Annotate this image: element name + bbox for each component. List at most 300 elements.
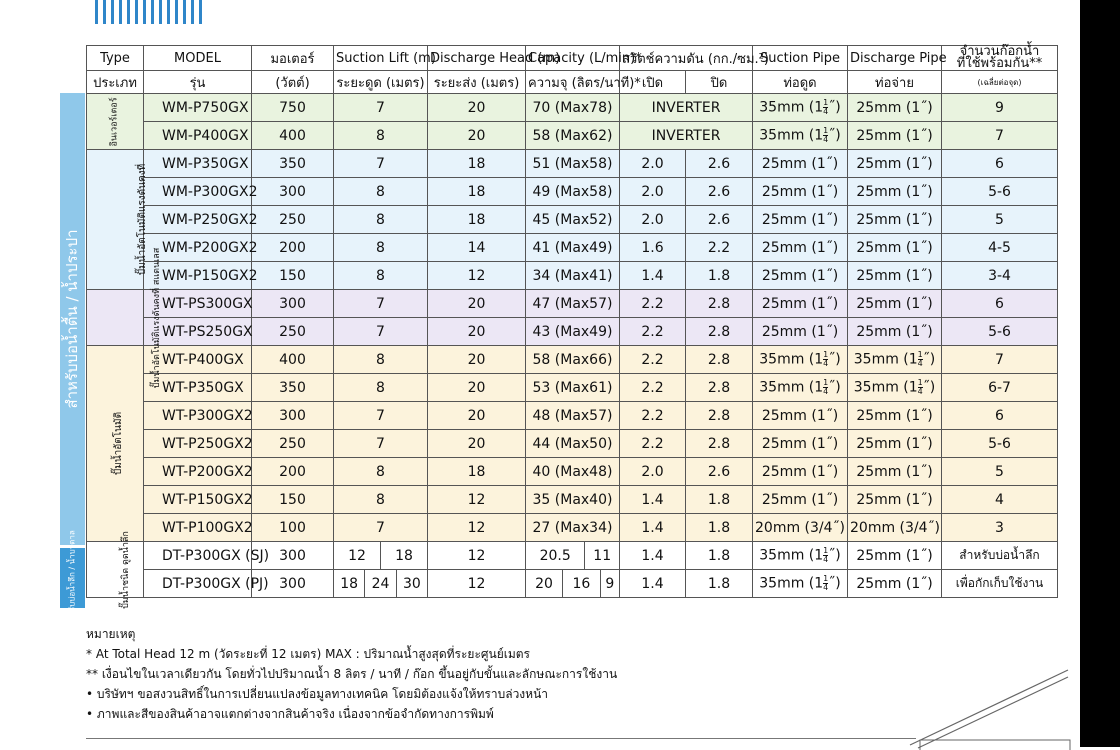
model-cell: WT-P400GX [144, 346, 252, 374]
suction-pipe-cell [753, 430, 848, 458]
discharge-head-cell: 12 [428, 514, 526, 542]
group-label-deep [87, 531, 144, 609]
suction-pipe-cell-text: 35mm (1 [759, 575, 824, 592]
discharge-pipe-cell [848, 430, 942, 458]
switch-off-cell: 2.8 [686, 402, 753, 430]
switch-off-cell: 2.8 [686, 374, 753, 402]
suction-pipe-cell [753, 570, 848, 598]
discharge-pipe-cell [848, 178, 942, 206]
capacity-cell-part: 11 [585, 542, 619, 569]
model-cell: WM-P150GX2 [144, 262, 252, 290]
col-suction-lift: Suction Lift (m) [334, 46, 428, 71]
discharge-pipe-cell [848, 318, 942, 346]
inch-close: ˝) [828, 379, 841, 396]
taps-cell: 4-5 [942, 234, 1058, 262]
discharge-pipe-cell [848, 150, 942, 178]
group-label-text: ปั๊มน้ำอัตโนมัติแรงดันคงที่ [137, 163, 149, 276]
taps-cell: 3-4 [942, 262, 1058, 290]
fraction-numerator: 1 [823, 98, 829, 107]
model-cell: WT-P150GX2 [144, 486, 252, 514]
capacity-cell [526, 570, 620, 598]
discharge-head-cell: 18 [428, 178, 526, 206]
inch-close: ˝) [922, 351, 936, 368]
switch-off-cell: 2.8 [686, 430, 753, 458]
col-suction-pipe: Suction Pipe [753, 46, 848, 71]
table-row [87, 374, 1058, 402]
inch-close: ˝) [828, 99, 841, 116]
taps-cell: 6-7 [942, 374, 1058, 402]
model-cell: WM-P400GX [144, 122, 252, 150]
suction-pipe-cell-text: 35mm (1 [759, 547, 824, 564]
table-row [87, 402, 1058, 430]
discharge-pipe-cell [848, 486, 942, 514]
discharge-head-cell: 20 [428, 374, 526, 402]
suction-lift-cell: 7 [334, 402, 428, 430]
col-switch-on: เปิด [620, 71, 686, 94]
capacity-cell: 40 (Max48) [526, 458, 620, 486]
suction-pipe-cell [753, 122, 848, 150]
discharge-head-cell: 12 [428, 486, 526, 514]
col-capacity-th: ความจุ (ลิตร/นาที)* [526, 71, 620, 94]
fraction-numerator: 1 [823, 126, 829, 135]
switch-off-cell: 2.2 [686, 234, 753, 262]
taps-cell: 6 [942, 290, 1058, 318]
suction-pipe-cell [753, 234, 848, 262]
switch-on-cell: 2.0 [620, 178, 686, 206]
col-pressure-switch: สวิตช์ความดัน (กก./ซม.²) [620, 46, 753, 71]
discharge-head-cell: 20 [428, 318, 526, 346]
fraction-numerator: 1 [823, 378, 829, 387]
suction-lift-cell: 7 [334, 514, 428, 542]
discharge-head-cell: 20 [428, 430, 526, 458]
taps-cell: เพื่อกักเก็บใช้งาน [942, 570, 1058, 598]
header-row-th [87, 71, 1058, 94]
col-taps-line1: จำนวนก๊อกน้ำ [959, 44, 1040, 59]
suction-pipe-cell-text: 25mm (1˝) [761, 463, 839, 480]
watt-cell: 300 [252, 542, 334, 570]
switch-on-cell: 2.2 [620, 290, 686, 318]
discharge-pipe-cell-text: 25mm (1˝) [856, 155, 933, 172]
discharge-pipe-cell-text: 25mm (1˝) [856, 463, 933, 480]
switch-on-cell: 1.4 [620, 542, 686, 570]
col-discharge-pipe: Discharge Pipe [848, 46, 942, 71]
col-motor: มอเตอร์ [252, 46, 334, 71]
suction-lift-cell-part: 30 [396, 570, 427, 597]
fraction-denominator: 4 [823, 359, 829, 368]
switch-on-cell: 2.0 [620, 206, 686, 234]
col-discharge-head: Discharge Head (m) [428, 46, 526, 71]
note-2: ** เงื่อนไขในเวลาเดียวกัน โดยทั่วไปปริมาณน้ำ 8 ลิตร / นาที / ก๊อก ขึ้นอยู่กับขั้นและลักษณะการใช้งาน [86, 667, 618, 681]
switch-off-cell: 1.8 [686, 542, 753, 570]
fraction-numerator: 1 [917, 378, 923, 387]
discharge-head-cell: 18 [428, 206, 526, 234]
suction-lift-cell-part: 12 [348, 547, 366, 564]
taps-cell: 5-6 [942, 178, 1058, 206]
watt-cell: 200 [252, 458, 334, 486]
fraction-denominator: 4 [823, 555, 829, 564]
side-label-shallow-well: สำหรับบ่อน้ำตื้น / น้ำประปา [63, 229, 81, 409]
model-cell: WT-P250GX2 [144, 430, 252, 458]
capacity-cell: 70 (Max78) [526, 94, 620, 122]
watt-cell: 100 [252, 514, 334, 542]
switch-off-cell: 2.6 [686, 206, 753, 234]
table-row [87, 514, 1058, 542]
suction-pipe-cell-text: 25mm (1˝) [761, 267, 839, 284]
capacity-cell-part: 20 [535, 575, 553, 592]
group-label-text: ปั๊มน้ำชนิด ดูดน้ำลึก [120, 531, 131, 609]
table-row [87, 486, 1058, 514]
inch-close: ˝) [828, 575, 841, 592]
switch-on-cell: 2.0 [620, 150, 686, 178]
table-row-deep [87, 570, 1058, 598]
suction-pipe-cell [753, 206, 848, 234]
table-row [87, 122, 1058, 150]
switch-on-cell: 2.2 [620, 346, 686, 374]
fraction-numerator: 1 [823, 546, 829, 555]
discharge-head-cell: 14 [428, 234, 526, 262]
notes-title: หมายเหตุ [86, 627, 136, 641]
col-suction-pipe-th: ท่อดูด [753, 71, 848, 94]
suction-pipe-cell [753, 290, 848, 318]
discharge-pipe-cell-text: 20mm (3/4˝) [850, 519, 940, 536]
watt-cell: 250 [252, 206, 334, 234]
group-label-text: อินเวอร์เตอร์ [110, 97, 120, 147]
taps-cell: 4 [942, 486, 1058, 514]
capacity-cell: 35 (Max40) [526, 486, 620, 514]
col-type: Type [87, 46, 144, 71]
notes-section [86, 624, 986, 724]
suction-pipe-cell-text: 25mm (1˝) [761, 183, 839, 200]
taps-cell: 9 [942, 94, 1058, 122]
note-3: • บริษัทฯ ขอสงวนสิทธิ์ในการเปลี่ยนแปลงข้อมูลทางเทคนิค โดยมิต้องแจ้งให้ทราบล่วงหน้า [86, 687, 549, 701]
group-label-text: ปั๊มน้ำอัตโนมัติ [113, 411, 125, 476]
capacity-cell-part: 9 [600, 570, 619, 597]
watt-cell: 200 [252, 234, 334, 262]
model-cell: WM-P350GX [144, 150, 252, 178]
discharge-pipe-cell-text: 25mm (1˝) [856, 491, 933, 508]
discharge-pipe-cell [848, 402, 942, 430]
group-label-inverter [87, 94, 144, 150]
suction-lift-cell: 8 [334, 234, 428, 262]
discharge-pipe-cell-text: 25mm (1˝) [856, 547, 933, 564]
switch-on-cell: 2.2 [620, 374, 686, 402]
suction-lift-cell: 8 [334, 122, 428, 150]
col-discharge-head-th: ระยะส่ง (เมตร) [428, 71, 526, 94]
discharge-pipe-cell-text: 25mm (1˝) [856, 267, 933, 284]
switch-off-cell: 2.6 [686, 178, 753, 206]
suction-pipe-cell-text: 35mm (1 [759, 379, 824, 396]
model-cell: WT-P300GX2 [144, 402, 252, 430]
model-cell: WT-PS250GX [144, 318, 252, 346]
discharge-pipe-cell [848, 514, 942, 542]
suction-pipe-cell-text: 35mm (1 [759, 351, 824, 368]
corner-line-decoration [900, 660, 1075, 750]
col-taps-line2: ที่ใช้พร้อมกัน** [956, 56, 1043, 71]
switch-on-cell: 2.2 [620, 318, 686, 346]
suction-lift-cell: 8 [334, 374, 428, 402]
watt-cell: 350 [252, 374, 334, 402]
capacity-cell: 45 (Max52) [526, 206, 620, 234]
fraction-numerator: 1 [823, 574, 829, 583]
switch-off-cell: 1.8 [686, 262, 753, 290]
suction-pipe-cell [753, 178, 848, 206]
suction-lift-cell-split [334, 542, 427, 569]
switch-on-cell: 1.4 [620, 262, 686, 290]
switch-on-cell: 2.0 [620, 458, 686, 486]
suction-pipe-cell [753, 94, 848, 122]
suction-lift-cell-part: 18 [381, 542, 428, 569]
switch-on-cell: 1.6 [620, 234, 686, 262]
suction-pipe-cell-text: 35mm (1 [759, 127, 824, 144]
fraction-denominator: 4 [823, 107, 829, 116]
discharge-head-cell: 20 [428, 122, 526, 150]
table-row [87, 290, 1058, 318]
discharge-pipe-cell [848, 290, 942, 318]
watt-cell: 250 [252, 318, 334, 346]
discharge-pipe-cell [848, 262, 942, 290]
discharge-pipe-cell-text: 25mm (1˝) [856, 407, 933, 424]
fraction-denominator: 4 [823, 583, 829, 592]
discharge-head-cell: 12 [428, 262, 526, 290]
col-capacity: Capacity (L/min)* [526, 46, 620, 71]
suction-lift-cell: 7 [334, 94, 428, 122]
suction-pipe-cell-text: 35mm (1 [759, 99, 824, 116]
suction-lift-cell-part: 24 [365, 570, 397, 597]
model-cell: WT-PS300GX [144, 290, 252, 318]
discharge-pipe-cell-text: 35mm (1 [853, 351, 918, 368]
taps-cell: 5-6 [942, 430, 1058, 458]
taps-cell: 6 [942, 402, 1058, 430]
col-motor-unit: (วัตต์) [252, 71, 334, 94]
table-row [87, 94, 1058, 122]
watt-cell: 300 [252, 570, 334, 598]
table-row [87, 430, 1058, 458]
group-label-text: ปั๊มน้ำอัตโนมัติแรงดันคงที่ สแตนเลส [152, 247, 163, 389]
suction-pipe-cell [753, 262, 848, 290]
watt-cell: 150 [252, 262, 334, 290]
model-cell: WT-P100GX2 [144, 514, 252, 542]
switch-on-cell: 2.2 [620, 430, 686, 458]
discharge-pipe-cell-text: 25mm (1˝) [856, 211, 933, 228]
inch-close: ˝) [922, 379, 936, 396]
discharge-pipe-cell [848, 122, 942, 150]
right-edge-bar [1080, 0, 1120, 747]
table-row [87, 346, 1058, 374]
suction-lift-cell: 8 [334, 178, 428, 206]
switch-off-cell: 2.8 [686, 290, 753, 318]
capacity-cell [526, 542, 620, 570]
watt-cell: 400 [252, 346, 334, 374]
switch-off-cell: 2.6 [686, 150, 753, 178]
suction-pipe-cell [753, 318, 848, 346]
model-cell: WT-P350GX [144, 374, 252, 402]
inch-close: ˝) [828, 547, 841, 564]
suction-pipe-cell [753, 402, 848, 430]
capacity-cell-split [526, 570, 619, 597]
suction-pipe-cell [753, 486, 848, 514]
suction-pipe-cell-text: 25mm (1˝) [761, 295, 839, 312]
suction-pipe-cell [753, 458, 848, 486]
capacity-cell-split [526, 542, 619, 569]
switch-off-cell: 1.8 [686, 486, 753, 514]
model-cell: WM-P250GX2 [144, 206, 252, 234]
discharge-head-cell: 12 [428, 570, 526, 598]
discharge-pipe-cell-text: 25mm (1˝) [856, 183, 933, 200]
fraction-numerator: 1 [917, 350, 923, 359]
side-label-deep-well: สำหรับบ่อน้ำลึก / น้ำบาดาล [67, 530, 77, 626]
switch-on-cell: 1.4 [620, 570, 686, 598]
discharge-pipe-cell-text: 25mm (1˝) [856, 295, 933, 312]
table-row [87, 234, 1058, 262]
table-row [87, 458, 1058, 486]
table-row [87, 318, 1058, 346]
suction-lift-cell-split [334, 570, 427, 597]
model-cell: WT-P200GX2 [144, 458, 252, 486]
pump-spec-table [86, 44, 1058, 609]
suction-pipe-cell-text: 25mm (1˝) [761, 239, 839, 256]
bottom-divider [86, 738, 916, 739]
watt-cell: 250 [252, 430, 334, 458]
col-discharge-pipe-th: ท่อจ่าย [848, 71, 942, 94]
discharge-pipe-cell [848, 346, 942, 374]
capacity-cell: 47 (Max57) [526, 290, 620, 318]
taps-cell: 3 [942, 514, 1058, 542]
capacity-cell: 58 (Max62) [526, 122, 620, 150]
fraction-numerator: 1 [823, 350, 829, 359]
suction-pipe-cell-text: 25mm (1˝) [761, 323, 839, 340]
suction-lift-cell: 8 [334, 262, 428, 290]
fraction-denominator: 4 [917, 387, 923, 396]
capacity-cell: 27 (Max34) [526, 514, 620, 542]
watt-cell: 300 [252, 290, 334, 318]
capacity-cell: 51 (Max58) [526, 150, 620, 178]
fraction-denominator: 4 [917, 359, 923, 368]
discharge-pipe-cell [848, 94, 942, 122]
suction-lift-cell-part: 18 [340, 575, 359, 592]
switch-off-cell: 1.8 [686, 514, 753, 542]
suction-pipe-cell-text: 25mm (1˝) [761, 491, 839, 508]
discharge-pipe-cell [848, 570, 942, 598]
discharge-head-cell: 20 [428, 94, 526, 122]
model-cell: DT-P300GX (PJ) [144, 570, 252, 598]
header-row-en [87, 46, 1058, 71]
suction-pipe-cell-text: 25mm (1˝) [761, 407, 839, 424]
watt-cell: 150 [252, 486, 334, 514]
col-type-th: ประเภท [87, 71, 144, 94]
suction-pipe-cell-text: 20mm (3/4˝) [755, 519, 845, 536]
suction-pipe-cell-text: 25mm (1˝) [761, 435, 839, 452]
fraction-denominator: 4 [823, 135, 829, 144]
table-row-deep [87, 542, 1058, 570]
capacity-cell-part: 20.5 [539, 547, 571, 564]
model-cell: WM-P750GX [144, 94, 252, 122]
taps-cell: 7 [942, 122, 1058, 150]
suction-lift-cell: 8 [334, 346, 428, 374]
col-model: MODEL [144, 46, 252, 71]
note-1: * At Total Head 12 m (วัดระยะที่ 12 เมตร) MAX : ปริมาณน้ำสูงสุดที่ระยะศูนย์เมตร [86, 647, 531, 661]
taps-cell: 6 [942, 150, 1058, 178]
taps-cell: 5-6 [942, 318, 1058, 346]
watt-cell: 400 [252, 122, 334, 150]
switch-inverter-cell: INVERTER [620, 122, 753, 150]
group-label-auto [87, 346, 144, 542]
discharge-head-cell: 20 [428, 402, 526, 430]
discharge-head-cell: 18 [428, 458, 526, 486]
suction-lift-cell: 8 [334, 206, 428, 234]
group-label-pressure [87, 150, 149, 290]
capacity-cell: 53 (Max61) [526, 374, 620, 402]
suction-lift-cell: 7 [334, 430, 428, 458]
switch-on-cell: 1.4 [620, 514, 686, 542]
discharge-pipe-cell-text: 25mm (1˝) [856, 323, 933, 340]
discharge-head-cell: 18 [428, 150, 526, 178]
switch-off-cell: 2.6 [686, 458, 753, 486]
taps-cell: สำหรับบ่อน้ำลึก [942, 542, 1058, 570]
suction-pipe-cell [753, 514, 848, 542]
suction-pipe-cell [753, 542, 848, 570]
switch-off-cell: 2.8 [686, 346, 753, 374]
discharge-pipe-cell [848, 458, 942, 486]
discharge-pipe-cell-text: 25mm (1˝) [856, 127, 933, 144]
suction-lift-cell: 8 [334, 458, 428, 486]
model-cell: DT-P300GX (SJ) [144, 542, 252, 570]
discharge-pipe-cell [848, 542, 942, 570]
col-switch-off: ปิด [686, 71, 753, 94]
header-stripes-decoration [95, 0, 207, 24]
suction-lift-cell [334, 542, 428, 570]
discharge-pipe-cell-text: 25mm (1˝) [856, 435, 933, 452]
table-row [87, 206, 1058, 234]
group-label-stainless [87, 247, 163, 389]
suction-lift-cell: 7 [334, 290, 428, 318]
capacity-cell-part: 16 [563, 570, 601, 597]
capacity-cell: 58 (Max66) [526, 346, 620, 374]
table-row [87, 262, 1058, 290]
taps-cell: 7 [942, 346, 1058, 374]
inch-close: ˝) [828, 127, 841, 144]
suction-pipe-cell [753, 150, 848, 178]
col-taps-note: (เฉลี่ยต่อจุด) [942, 71, 1058, 94]
suction-lift-cell [334, 570, 428, 598]
model-cell: WM-P300GX2 [144, 178, 252, 206]
suction-lift-cell: 8 [334, 486, 428, 514]
discharge-pipe-cell-text: 35mm (1 [853, 379, 918, 396]
watt-cell: 300 [252, 402, 334, 430]
discharge-head-cell: 12 [428, 542, 526, 570]
suction-pipe-cell [753, 346, 848, 374]
capacity-cell: 43 (Max49) [526, 318, 620, 346]
inch-close: ˝) [828, 351, 841, 368]
discharge-pipe-cell-text: 25mm (1˝) [856, 575, 933, 592]
taps-cell: 5 [942, 458, 1058, 486]
taps-cell: 5 [942, 206, 1058, 234]
suction-lift-cell: 7 [334, 150, 428, 178]
capacity-cell: 49 (Max58) [526, 178, 620, 206]
watt-cell: 300 [252, 178, 334, 206]
table-row [87, 150, 1058, 178]
capacity-cell: 44 (Max50) [526, 430, 620, 458]
note-4: • ภาพและสีของสินค้าอาจแตกต่างจากสินค้าจริง เนื่องจากข้อจำกัดทางการพิมพ์ [86, 707, 494, 721]
col-model-th: รุ่น [144, 71, 252, 94]
table-row [87, 178, 1058, 206]
fraction-denominator: 4 [823, 387, 829, 396]
switch-off-cell: 2.8 [686, 318, 753, 346]
col-suction-lift-th: ระยะดูด (เมตร) [334, 71, 428, 94]
capacity-cell: 41 (Max49) [526, 234, 620, 262]
switch-on-cell: 2.2 [620, 402, 686, 430]
capacity-cell: 34 (Max41) [526, 262, 620, 290]
watt-cell: 750 [252, 94, 334, 122]
